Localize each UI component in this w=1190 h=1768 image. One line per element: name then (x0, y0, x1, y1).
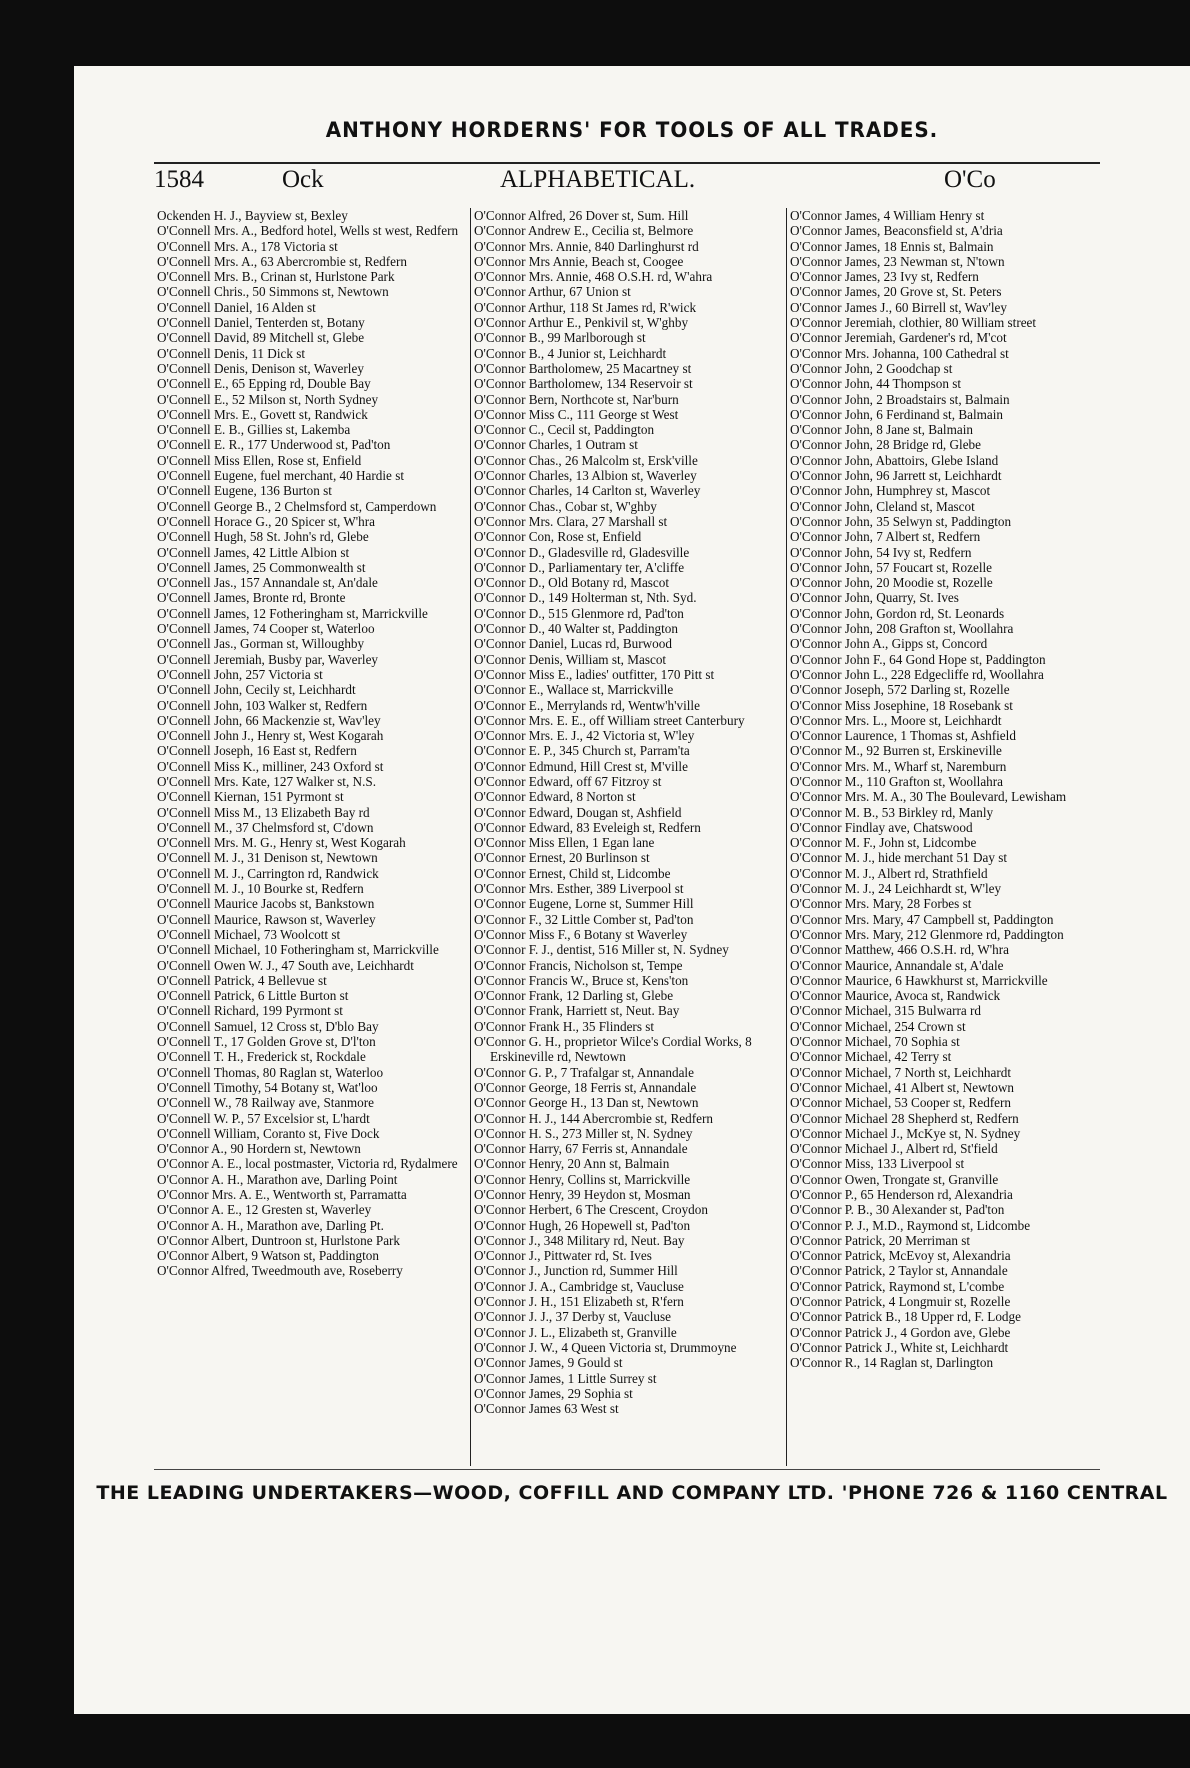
directory-entry: O'Connor D., Gladesville rd, Gladesville (474, 544, 690, 560)
directory-entry: O'Connor John, 8 Jane st, Balmain (790, 422, 973, 438)
directory-entry: O'Connell James, 12 Fotheringham st, Marrickville (157, 605, 428, 621)
directory-entry: O'Connell John, Cecily st, Leichhardt (157, 682, 356, 698)
directory-entry: O'Connor F. J., dentist, 516 Miller st, N. Sydney (474, 942, 729, 958)
directory-entry: O'Connell Mrs. A., 178 Victoria st (157, 238, 338, 254)
directory-entry: O'Connor Michael, 7 North st, Leichhardt (790, 1064, 1012, 1080)
section-title: ALPHABETICAL. (500, 166, 696, 193)
directory-entry: O'Connor E., Merrylands rd, Wentw'h'ville (474, 697, 700, 713)
directory-entry: O'Connor Michael, 53 Cooper st, Redfern (790, 1095, 1012, 1111)
directory-entry: O'Connor Michael, 41 Albert st, Newtown (790, 1079, 1014, 1095)
directory-entry: O'Connor Michael J., McKye st, N. Sydney (790, 1125, 1021, 1141)
directory-entry: O'Connell Eugene, 136 Burton st (157, 483, 332, 499)
directory-entry: O'Connell Jeremiah, Busby par, Waverley (157, 651, 379, 667)
directory-entry: O'Connell Denis, Denison st, Waverley (157, 360, 364, 376)
directory-entry: O'Connor John, 7 Albert st, Redfern (790, 529, 981, 545)
directory-entry: O'Connell Maurice Jacobs st, Bankstown (157, 896, 375, 912)
directory-entry: O'Connor E., Wallace st, Marrickville (474, 682, 674, 698)
directory-entry: O'Connell Mrs. A., Bedford hotel, Wells st west, Redfern (157, 223, 459, 239)
directory-entry: O'Connor Henry, 39 Heydon st, Mosman (474, 1187, 691, 1202)
directory-entry: O'Connell Jas., Gorman st, Willoughby (157, 636, 365, 652)
directory-entry: O'Connor Francis, Nicholson st, Tempe (474, 957, 683, 973)
directory-entry: O'Connor M. J., 24 Leichhardt st, W'ley (790, 881, 1002, 897)
directory-entry: O'Connell Kiernan, 151 Pyrmont st (157, 789, 344, 805)
directory-column-2 (470, 208, 786, 1466)
directory-entry: O'Connor Frank H., 35 Flinders st (474, 1018, 655, 1034)
directory-entry: O'Connor John, Humphrey st, Mascot (790, 483, 991, 499)
directory-entry: O'Connor R., 14 Raglan st, Darlington (790, 1355, 994, 1371)
directory-entry: O'Connell James, 42 Little Albion st (157, 544, 350, 560)
directory-entry: O'Connor M. J., Albert rd, Strathfield (790, 865, 988, 881)
directory-entry: O'Connor Patrick, 20 Merriman st (790, 1232, 971, 1248)
directory-entry: Ockenden H. J., Bayview st, Bexley (157, 208, 348, 223)
directory-entry: O'Connor J. A., Cambridge st, Vaucluse (474, 1278, 684, 1294)
directory-entry: O'Connor P., 65 Henderson rd, Alexandria (790, 1187, 1013, 1202)
directory-entry: O'Connor John, Quarry, St. Ives (790, 590, 959, 606)
directory-entry: O'Connor Alfred, 26 Dover st, Sum. Hill (474, 208, 689, 223)
directory-entry: O'Connor James, 18 Ennis st, Balmain (790, 238, 994, 254)
directory-entry: O'Connor Patrick, Raymond st, L'combe (790, 1278, 1005, 1294)
directory-entry: O'Connor John, 96 Jarrett st, Leichhardt (790, 468, 1002, 484)
directory-entry: O'Connor Maurice, Annandale st, A'dale (790, 957, 1004, 973)
directory-entry: O'Connor Patrick J., White st, Leichhardt (790, 1339, 1009, 1355)
directory-entry: O'Connor James, 9 Gould st (474, 1355, 623, 1371)
directory-entry: O'Connor John, 44 Thompson st (790, 376, 962, 392)
directory-entry: O'Connor Patrick, 4 Longmuir st, Rozelle (790, 1294, 1011, 1310)
directory-entry: O'Connor Arthur E., Penkivil st, W'ghby (474, 315, 689, 331)
directory-entry: O'Connor Mrs Annie, Beach st, Coogee (474, 253, 684, 269)
top-advertisement-banner: ANTHONY HORDERNS' FOR TOOLS OF ALL TRADES. (325, 118, 939, 142)
directory-entry: O'Connell Maurice, Rawson st, Waverley (157, 911, 376, 927)
directory-columns (154, 208, 1102, 1466)
directory-entry: O'Connell Patrick, 4 Bellevue st (157, 972, 327, 988)
directory-entry: O'Connell Thomas, 80 Raglan st, Waterloo (157, 1064, 384, 1080)
directory-entry: O'Connell Mrs. A., 63 Abercrombie st, Redfern (157, 253, 407, 269)
directory-entry: O'Connor Arthur, 67 Union st (474, 284, 631, 300)
directory-entry: O'Connell James, 74 Cooper st, Waterloo (157, 621, 375, 637)
directory-entry: O'Connor Jeremiah, Gardener's rd, M'cot (790, 330, 1007, 346)
directory-entry: O'Connell Michael, 10 Fotheringham st, Marrickville (157, 942, 439, 958)
directory-entry: O'Connor James, 4 William Henry st (790, 208, 985, 223)
directory-entry: O'Connor Francis W., Bruce st, Kens'ton (474, 972, 689, 988)
directory-entry: O'Connor Mrs. Mary, 28 Forbes st (790, 896, 972, 912)
directory-entry: O'Connell John, 103 Walker st, Redfern (157, 697, 368, 713)
directory-entry: O'Connor C., Cecil st, Paddington (474, 422, 655, 438)
directory-entry: O'Connor Jeremiah, clothier, 80 William street (790, 315, 1037, 331)
directory-entry: O'Connor Miss Ellen, 1 Egan lane (474, 835, 655, 851)
directory-entry: O'Connor James, 29 Sophia st (474, 1385, 633, 1401)
directory-entry: O'Connor D., 40 Walter st, Paddington (474, 621, 678, 637)
directory-entry: O'Connor James, 23 Ivy st, Redfern (790, 269, 979, 285)
directory-entry: O'Connor Mrs. E. J., 42 Victoria st, W'ley (474, 728, 695, 744)
directory-entry: O'Connor Charles, 14 Carlton st, Waverley (474, 483, 701, 499)
directory-entry: O'Connor John, 28 Bridge rd, Glebe (790, 437, 982, 453)
directory-entry: O'Connell Miss Ellen, Rose st, Enfield (157, 452, 362, 468)
directory-entry: O'Connor James, Beaconsfield st, A'dria (790, 223, 1003, 239)
directory-entry: O'Connor J. W., 4 Queen Victoria st, Drummoyne (474, 1339, 737, 1355)
directory-entry: O'Connell M., 37 Chelmsford st, C'down (157, 819, 374, 835)
directory-entry: O'Connor J., 348 Military rd, Neut. Bay (474, 1232, 685, 1248)
directory-entry: O'Connor Charles, 13 Albion st, Waverley (474, 468, 697, 484)
directory-entry: O'Connor Bartholomew, 134 Reservoir st (474, 376, 693, 392)
directory-entry: O'Connor Joseph, 572 Darling st, Rozelle (790, 682, 1010, 698)
directory-entry: O'Connor Owen, Trongate st, Granville (790, 1171, 999, 1187)
directory-entry: O'Connor Maurice, Avoca st, Randwick (790, 988, 1001, 1004)
directory-entry: O'Connor James, 20 Grove st, St. Peters (790, 284, 1002, 300)
directory-entry: O'Connell David, 89 Mitchell st, Glebe (157, 330, 365, 346)
directory-entry: O'Connor J., Pittwater rd, St. Ives (474, 1248, 652, 1264)
directory-entry: O'Connor James, 1 Little Surrey st (474, 1370, 657, 1386)
directory-entry: O'Connell Joseph, 16 East st, Redfern (157, 743, 357, 759)
directory-entry: O'Connor John, 2 Goodchap st (790, 360, 953, 376)
directory-entry: O'Connor John F., 64 Gond Hope st, Paddington (790, 651, 1046, 667)
directory-entry: O'Connor Mrs. Mary, 47 Campbell st, Paddington (790, 911, 1054, 927)
directory-entry: O'Connell E., 65 Epping rd, Double Bay (157, 376, 371, 392)
directory-entry: O'Connor H. S., 273 Miller st, N. Sydney (474, 1125, 693, 1141)
directory-entry: O'Connor Patrick B., 18 Upper rd, F. Lodge (790, 1309, 1021, 1325)
directory-entry: O'Connor Bartholomew, 25 Macartney st (474, 360, 692, 376)
directory-entry: O'Connor Miss C., 111 George st West (474, 406, 679, 422)
directory-entry: O'Connor Mrs. M. A., 30 The Boulevard, Lewisham (790, 789, 1067, 805)
directory-entry: O'Connell Hugh, 58 St. John's rd, Glebe (157, 529, 369, 545)
directory-entry: O'Connell James, 25 Commonwealth st (157, 559, 366, 575)
directory-entry: O'Connell James, Bronte rd, Bronte (157, 590, 346, 606)
directory-entry: O'Connor Laurence, 1 Thomas st, Ashfield (790, 728, 1016, 744)
directory-entry: O'Connell E., 52 Milson st, North Sydney (157, 391, 379, 407)
directory-entry: O'Connor Miss, 133 Liverpool st (790, 1156, 965, 1172)
directory-entry: O'Connor Hugh, 26 Hopewell st, Pad'ton (474, 1217, 691, 1233)
directory-entry: O'Connor Edmund, Hill Crest st, M'ville (474, 758, 688, 774)
directory-entry: O'Connell M. J., 10 Bourke st, Redfern (157, 881, 364, 897)
directory-entry: O'Connor F., 32 Little Comber st, Pad'ton (474, 911, 694, 927)
directory-entry: O'Connor John, Gordon rd, St. Leonards (790, 605, 1005, 621)
directory-entry: O'Connor A. H., Marathon ave, Darling Point (157, 1171, 398, 1187)
directory-entry: O'Connor P. J., M.D., Raymond st, Lidcombe (790, 1217, 1031, 1233)
directory-entry: O'Connell Mrs. B., Crinan st, Hurlstone Park (157, 269, 395, 285)
directory-entry: O'Connor A. H., Marathon ave, Darling Pt. (157, 1217, 384, 1233)
directory-entry: O'Connor Mrs. M., Wharf st, Naremburn (790, 758, 1007, 774)
directory-entry: O'Connor P. B., 30 Alexander st, Pad'ton (790, 1202, 1005, 1218)
directory-entry: O'Connor M. J., hide merchant 51 Day st (790, 850, 1008, 866)
directory-entry: O'Connor M. F., John st, Lidcombe (790, 835, 977, 851)
directory-entry: O'Connell T. H., Frederick st, Rockdale (157, 1049, 366, 1065)
directory-entry: O'Connor Edward, off 67 Fitzroy st (474, 773, 662, 789)
directory-entry: O'Connell M. J., 31 Denison st, Newtown (157, 850, 378, 866)
directory-entry: O'Connell Owen W. J., 47 South ave, Leichhardt (157, 957, 414, 973)
directory-entry: O'Connor Miss Josephine, 18 Rosebank st (790, 697, 1013, 713)
directory-entry: O'Connor Henry, 20 Ann st, Balmain (474, 1156, 670, 1172)
directory-entry: O'Connell William, Coranto st, Five Dock (157, 1125, 380, 1141)
directory-entry: O'Connell Daniel, 16 Alden st (157, 299, 316, 315)
directory-entry: O'Connor Miss F., 6 Botany st Waverley (474, 926, 688, 942)
directory-entry: O'Connor Mrs. Johanna, 100 Cathedral st (790, 345, 1009, 361)
directory-entry: O'Connor John A., Gipps st, Concord (790, 636, 988, 652)
directory-entry: O'Connor John, Abattoirs, Glebe Island (790, 452, 999, 468)
directory-entry: O'Connor Mrs. A. E., Wentworth st, Parramatta (157, 1187, 407, 1202)
directory-entry: O'Connell Samuel, 12 Cross st, D'blo Bay (157, 1018, 379, 1034)
directory-entry: O'Connor M., 110 Grafton st, Woollahra (790, 773, 1004, 789)
directory-entry: O'Connor John, 208 Grafton st, Woollahra (790, 621, 1014, 637)
directory-entry: O'Connell Mrs. M. G., Henry st, West Kogarah (157, 835, 406, 851)
directory-entry: O'Connor John, 6 Ferdinand st, Balmain (790, 406, 1003, 422)
directory-entry: O'Connor John, 2 Broadstairs st, Balmain (790, 391, 1010, 407)
directory-entry: O'Connor George H., 13 Dan st, Newtown (474, 1095, 699, 1111)
directory-entry: O'Connor Patrick, McEvoy st, Alexandria (790, 1248, 1011, 1264)
directory-entry: O'Connor Harry, 67 Ferris st, Annandale (474, 1141, 688, 1157)
directory-entry: O'Connor A. E., local postmaster, Victoria rd, Rydalmere (157, 1156, 458, 1172)
directory-entry: O'Connell W. P., 57 Excelsior st, L'hardt (157, 1110, 370, 1126)
directory-entry: O'Connor G. H., proprietor Wilce's Cordial Works, 8 Erskineville rd, Newtown (474, 1034, 752, 1065)
directory-entry: O'Connor D., 149 Holterman st, Nth. Syd. (474, 590, 697, 606)
directory-entry: O'Connor B., 99 Marlborough st (474, 330, 646, 346)
directory-entry: O'Connor J., Junction rd, Summer Hill (474, 1263, 678, 1279)
directory-entry: O'Connor Daniel, Lucas rd, Burwood (474, 636, 672, 652)
directory-entry: O'Connor D., Parliamentary ter, A'cliffe (474, 559, 685, 575)
directory-entry: O'Connor Michael, 70 Sophia st (790, 1034, 960, 1050)
directory-entry: O'Connor John, Cleland st, Mascot (790, 498, 975, 514)
directory-entry: O'Connor Con, Rose st, Enfield (474, 529, 642, 545)
directory-entry: O'Connor A., 90 Hordern st, Newtown (157, 1141, 361, 1157)
directory-entry: O'Connell E. R., 177 Underwood st, Pad'ton (157, 437, 391, 453)
directory-entry: O'Connor J. J., 37 Derby st, Vaucluse (474, 1309, 671, 1325)
directory-entry: O'Connor Denis, William st, Mascot (474, 651, 667, 667)
directory-entry: O'Connell Mrs. E., Govett st, Randwick (157, 406, 368, 422)
directory-entry: O'Connor D., 515 Glenmore rd, Pad'ton (474, 605, 684, 621)
directory-entry: O'Connell Miss M., 13 Elizabeth Bay rd (157, 804, 370, 820)
directory-entry: O'Connell Horace G., 20 Spicer st, W'hra (157, 513, 376, 529)
directory-entry: O'Connor John, 54 Ivy st, Redfern (790, 544, 972, 560)
directory-entry: O'Connor Patrick J., 4 Gordon ave, Glebe (790, 1324, 1011, 1340)
directory-entry: O'Connell W., 78 Railway ave, Stanmore (157, 1095, 375, 1111)
directory-entry: O'Connor Frank, Harriett st, Neut. Bay (474, 1003, 680, 1019)
directory-entry: O'Connor Andrew E., Cecilia st, Belmore (474, 223, 694, 239)
directory-entry: O'Connor Patrick, 2 Taylor st, Annandale (790, 1263, 1008, 1279)
directory-entry: O'Connor George, 18 Ferris st, Annandale (474, 1079, 697, 1095)
directory-entry: O'Connell Timothy, 54 Botany st, Wat'loo (157, 1079, 378, 1095)
directory-entry: O'Connor Michael, 254 Crown st (790, 1018, 966, 1034)
directory-entry: O'Connor Albert, Duntroon st, Hurlstone Park (157, 1232, 401, 1248)
directory-entry: O'Connell John, 257 Victoria st (157, 666, 323, 682)
directory-entry: O'Connor James 63 West st (474, 1401, 619, 1417)
directory-entry: O'Connor Alfred, Tweedmouth ave, Roseberry (157, 1263, 403, 1279)
directory-entry: O'Connor Findlay ave, Chatswood (790, 819, 973, 835)
directory-column-3 (786, 208, 1102, 1466)
directory-entry: O'Connor J. H., 151 Elizabeth st, R'fern (474, 1294, 684, 1310)
directory-entry: O'Connor Frank, 12 Darling st, Glebe (474, 988, 674, 1004)
directory-entry: O'Connor Maurice, 6 Hawkhurst st, Marrickville (790, 972, 1048, 988)
directory-entry: O'Connor James, 23 Newman st, N'town (790, 253, 1005, 269)
directory-entry: O'Connor Miss E., ladies' outfitter, 170 Pitt st (474, 666, 715, 682)
directory-entry: O'Connell M. J., Carrington rd, Randwick (157, 865, 379, 881)
directory-entry: O'Connell Daniel, Tenterden st, Botany (157, 315, 365, 331)
directory-entry: O'Connor Ernest, Child st, Lidcombe (474, 865, 671, 881)
directory-column-1 (154, 208, 470, 1466)
directory-entry: O'Connor Michael, 315 Bulwarra rd (790, 1003, 981, 1019)
directory-entry: O'Connor Herbert, 6 The Crescent, Croydon (474, 1202, 708, 1218)
directory-entry: O'Connell George B., 2 Chelmsford st, Camperdown (157, 498, 437, 514)
directory-entry: O'Connor Eugene, Lorne st, Summer Hill (474, 896, 694, 912)
directory-entry: O'Connell Eugene, fuel merchant, 40 Hardie st (157, 468, 405, 484)
directory-entry: O'Connor Mrs. E. E., off William street Canterbury (474, 712, 745, 728)
directory-entry: O'Connor Henry, Collins st, Marrickville (474, 1171, 691, 1187)
directory-entry: O'Connell Miss K., milliner, 243 Oxford st (157, 758, 384, 774)
directory-entry: O'Connor Mrs. Esther, 389 Liverpool st (474, 881, 684, 897)
directory-entry: O'Connor J. L., Elizabeth st, Granville (474, 1324, 677, 1340)
directory-entry: O'Connell T., 17 Golden Grove st, D'l'ton (157, 1034, 376, 1050)
directory-entry: O'Connor Edward, Dougan st, Ashfield (474, 804, 682, 820)
directory-entry: O'Connor A. E., 12 Gresten st, Waverley (157, 1202, 372, 1218)
directory-entry: O'Connor Michael J., Albert rd, St'field (790, 1141, 998, 1157)
directory-entry: O'Connor E. P., 345 Church st, Parram'ta (474, 743, 690, 759)
directory-entry: O'Connell Chris., 50 Simmons st, Newtown (157, 284, 389, 300)
directory-entry: O'Connell Patrick, 6 Little Burton st (157, 988, 349, 1004)
directory-entry: O'Connor Matthew, 466 O.S.H. rd, W'hra (790, 942, 1010, 958)
directory-entry: O'Connor Mrs. Annie, 468 O.S.H. rd, W'ahra (474, 269, 713, 285)
bottom-advertisement-banner: THE LEADING UNDERTAKERS—WOOD, COFFILL AND COMPANY LTD. 'PHONE 726 & 1160 CENTRAL (96, 1482, 1168, 1504)
directory-entry: O'Connell Jas., 157 Annandale st, An'dale (157, 575, 378, 591)
directory-entry: O'Connor Charles, 1 Outram st (474, 437, 638, 453)
directory-entry: O'Connor Chas., Cobar st, W'ghby (474, 498, 657, 514)
directory-entry: O'Connor Mrs. Annie, 840 Darlinghurst rd (474, 238, 699, 254)
directory-entry: O'Connell Richard, 199 Pyrmont st (157, 1003, 343, 1019)
directory-entry: O'Connor M. B., 53 Birkley rd, Manly (790, 804, 994, 820)
directory-entry: O'Connor Bern, Northcote st, Nar'burn (474, 391, 679, 407)
directory-entry: O'Connor John, 20 Moodie st, Rozelle (790, 575, 993, 591)
directory-entry: O'Connor G. P., 7 Trafalgar st, Annandale (474, 1064, 694, 1080)
directory-entry: O'Connor Mrs. Clara, 27 Marshall st (474, 513, 668, 529)
directory-entry: O'Connor Edward, 8 Norton st (474, 789, 636, 805)
directory-entry: O'Connell Michael, 73 Woolcott st (157, 926, 341, 942)
directory-entry: O'Connell E. B., Gillies st, Lakemba (157, 422, 351, 438)
directory-entry: O'Connor Albert, 9 Watson st, Paddington (157, 1248, 379, 1264)
directory-entry: O'Connor John, 35 Selwyn st, Paddington (790, 513, 1012, 529)
directory-entry: O'Connor Michael, 42 Terry st (790, 1049, 952, 1065)
directory-entry: O'Connell John J., Henry st, West Kogarah (157, 728, 384, 744)
directory-entry: O'Connor John, 57 Foucart st, Rozelle (790, 559, 992, 575)
directory-entry: O'Connell John, 66 Mackenzie st, Wav'ley (157, 712, 381, 728)
directory-entry: O'Connor B., 4 Junior st, Leichhardt (474, 345, 667, 361)
directory-entry: O'Connor D., Old Botany rd, Mascot (474, 575, 670, 591)
directory-entry: O'Connor Arthur, 118 St James rd, R'wick (474, 299, 697, 315)
directory-page (74, 66, 1190, 1714)
directory-entry: O'Connor M., 92 Burren st, Erskineville (790, 743, 1002, 759)
page-number: 1584 (154, 166, 204, 193)
directory-entry: O'Connell Mrs. Kate, 127 Walker st, N.S. (157, 773, 377, 789)
directory-entry: O'Connor H. J., 144 Abercrombie st, Redfern (474, 1110, 713, 1126)
right-guide-word: O'Co (944, 166, 996, 193)
bottom-rule (154, 1469, 1100, 1470)
directory-entry: O'Connor Michael 28 Shepherd st, Redfern (790, 1110, 1019, 1126)
directory-entry: O'Connor Mrs. Mary, 212 Glenmore rd, Paddington (790, 926, 1064, 942)
page-header (154, 162, 1100, 194)
left-guide-word: Ock (282, 166, 324, 193)
directory-entry: O'Connor James J., 60 Birrell st, Wav'ley (790, 299, 1007, 315)
directory-entry: O'Connor Chas., 26 Malcolm st, Ersk'ville (474, 452, 698, 468)
directory-entry: O'Connell Denis, 11 Dick st (157, 345, 306, 361)
directory-entry: O'Connor Ernest, 20 Burlinson st (474, 850, 650, 866)
directory-entry: O'Connor Mrs. L., Moore st, Leichhardt (790, 712, 1002, 728)
directory-entry: O'Connor John L., 228 Edgecliffe rd, Woollahra (790, 666, 1044, 682)
directory-entry: O'Connor Edward, 83 Eveleigh st, Redfern (474, 819, 701, 835)
